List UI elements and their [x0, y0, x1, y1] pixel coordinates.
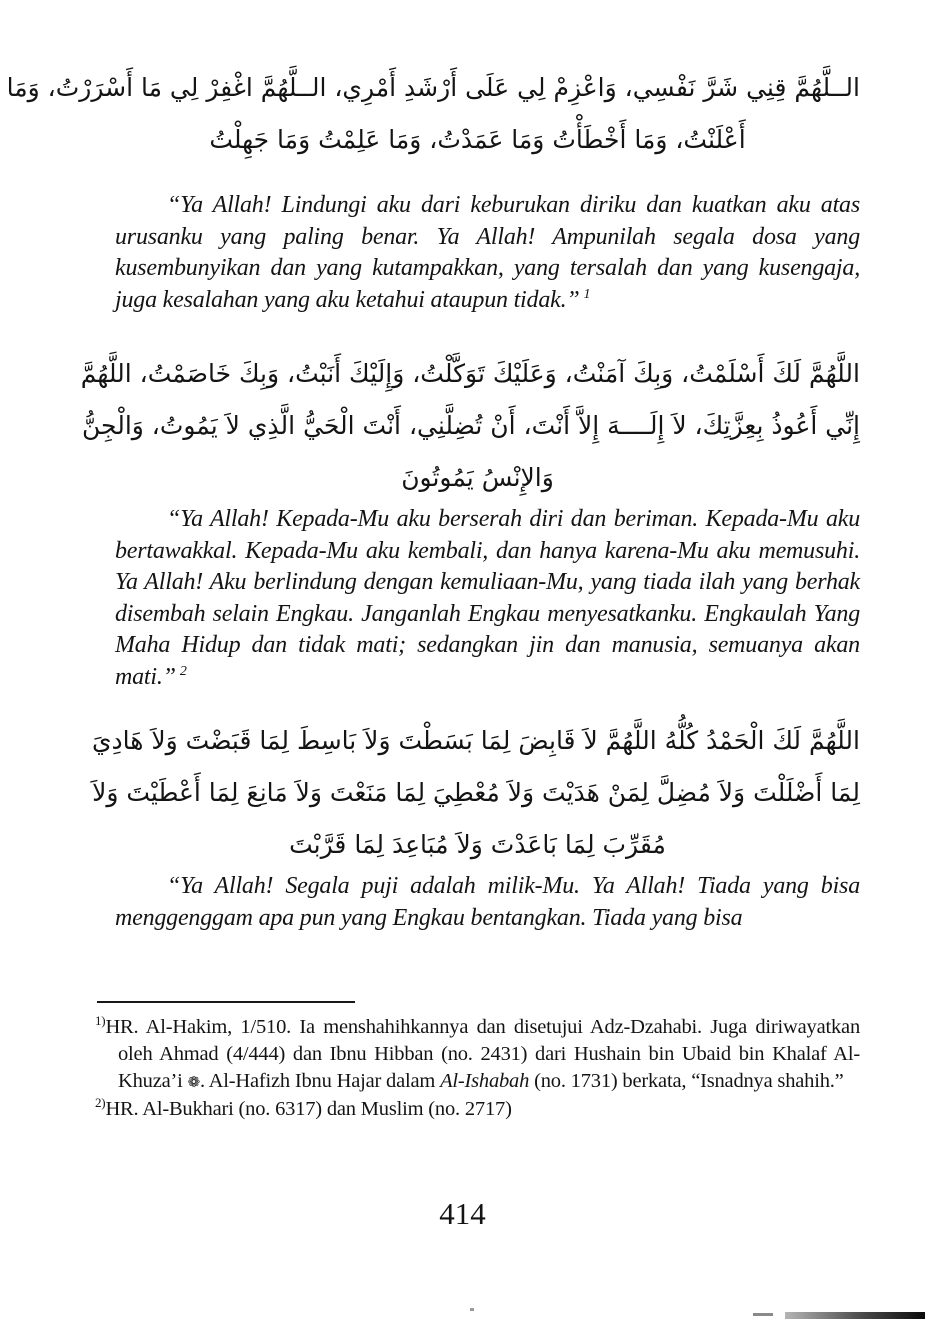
footnote-text: (no. 1731) berkata, “Isnadnya shahih.” — [529, 1070, 844, 1092]
footnote-2 — [95, 1096, 860, 1123]
footnote-1 — [95, 1014, 860, 1096]
footnote-reference-1: 1 — [583, 286, 591, 302]
footnote-marker-2: 2) — [95, 1095, 106, 1110]
footnote-reference-2: 2 — [179, 663, 187, 679]
page-number: 414 — [439, 1196, 486, 1231]
footnote-text: HR. Al-Bukhari (no. 6317) dan Muslim (no. 2717) — [105, 1098, 512, 1120]
arabic-text-line: مُقَرِّبَ لِمَا بَاعَدْتَ وَلاَ مُبَاعِدَ لِمَا قَرَّبْتَ — [289, 830, 666, 859]
arabic-text-line: اللَّهُمَّ لَكَ الْحَمْدُ كُلُّهُ اللَّهُمَّ لاَ قَابِضَ لِمَا بَسَطْتَ وَلاَ بَاسِطَ لِمَا قَبَضْتَ وَلاَ هَادِيَ — [91, 726, 860, 755]
dua-translation-1 — [115, 190, 860, 316]
book-title-al-ishabah: Al-Ishabah — [440, 1070, 530, 1092]
footnote-separator-line — [97, 1001, 355, 1003]
arabic-text-line: اللَّهُمَّ لَكَ أَسْلَمْتُ، وَبِكَ آمَنْتُ، وَعَلَيْكَ تَوَكَّلْتُ، وَإِلَيْكَ أَنَبْتُ، وَبِكَ خَاصَمْتُ، اللَّهُمَّ — [80, 359, 860, 388]
arabic-text-line: وَالإِنْسُ يَمُوتُونَ — [401, 463, 554, 492]
arabic-text-line: الــلَّهُمَّ قِنِي شَرَّ نَفْسِي، وَاعْزِمْ لِي عَلَى أَرْشَدِ أَمْرِي، الــلَّهُمَّ اغْفِرْ لِي مَا أَسْرَرْتُ، وَمَا — [6, 73, 860, 102]
dua-arabic-block-1 — [6, 62, 860, 166]
footnote-text: . Al-Hafizh Ibnu Hajar dalam — [199, 1070, 441, 1092]
translation-text: “Ya Allah! Segala puji adalah milik-Mu. Ya Allah! Tiada yang bisa menggenggam apa pun yang Engkau bentangkan. Tiada yang bisa — [115, 873, 860, 931]
scan-artifact-speck — [470, 1308, 474, 1311]
dua-arabic-block-3 — [91, 715, 860, 871]
footnote-section — [95, 1001, 860, 1123]
arabic-text-line: أَعْلَنْتُ، وَمَا أَخْطَأْتُ وَمَا عَمَدْتُ، وَمَا عَلِمْتُ وَمَا جَهِلْتُ — [209, 125, 746, 154]
footnote-marker-1: 1) — [95, 1013, 106, 1028]
dua-arabic-block-2 — [80, 348, 860, 504]
translation-text: “Ya Allah! Lindungi aku dari keburukan diriku dan kuatkan aku atas urusanku yang paling benar. Ya Allah! Ampunilah segala dosa yang kusembunyikan dan yang kutampakkan, yang tersalah dan yang kusengaja, juga kesalahan yang aku ketahui ataupun tidak.” — [115, 192, 860, 313]
radhiyallahu-anhu-symbol: ❁ — [187, 1073, 200, 1091]
arabic-text-line: إِنِّي أَعُوذُ بِعِزَّتِكَ، لاَ إِلَــــهَ إِلاَّ أَنْتَ، أَنْ تُضِلَّنِي، أَنْتَ الْحَيُّ الَّذِي لاَ يَمُوتُ، وَالْجِنُّ — [82, 411, 860, 440]
scan-artifact-dash — [753, 1313, 773, 1316]
dua-translation-2 — [115, 504, 860, 693]
page-content — [6, 62, 860, 934]
dua-translation-3 — [115, 871, 860, 934]
scan-artifact-strip — [785, 1312, 925, 1319]
footnote-text: HR. Al-Hakim, 1/510. Ia menshahihkannya dan disetujui Adz-Dzahabi. Juga diriwayatkan oleh Ahmad (4/444) dan Ibnu Hibban (no. 2431) dari Hushain bin Ubaid bin Khalaf Al-Khuza’i — [105, 1016, 860, 1092]
translation-text: “Ya Allah! Kepada-Mu aku berserah diri dan beriman. Kepada-Mu aku bertawakkal. Kepada-Mu aku kembali, dan hanya karena-Mu aku memusuhi. Ya Allah! Aku berlindung dengan kemuliaan-Mu, yang tiada ilah yang berhak disembah selain Engkau. Janganlah Engkau menyesatkanku. Engkaulah Yang Maha Hidup dan tidak mati; sedangkan jin dan manusia, semuanya akan mati.” — [115, 506, 860, 690]
arabic-text-line: لِمَا أَضْلَلْتَ وَلاَ مُضِلَّ لِمَنْ هَدَيْتَ وَلاَ مُعْطِيَ لِمَا مَنَعْتَ وَلاَ مَانِعَ لِمَا أَعْطَيْتَ وَلاَ — [92, 778, 860, 807]
